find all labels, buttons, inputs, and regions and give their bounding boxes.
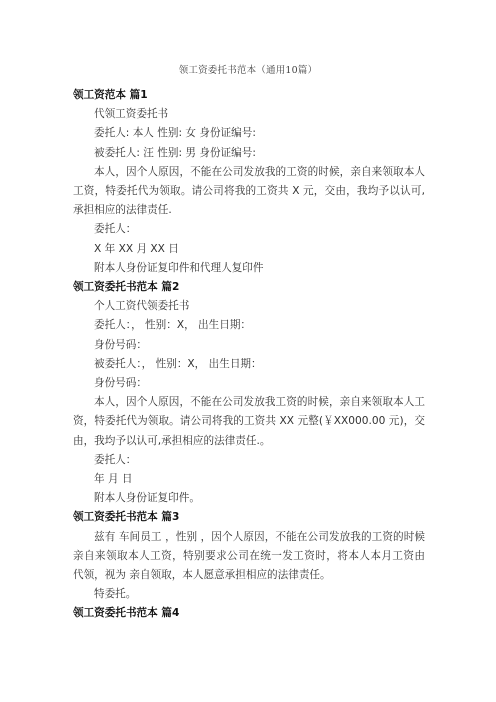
closing-line: 特委托。	[94, 588, 137, 601]
principal-info: 委托人：， 性别：X， 出生日期：	[94, 319, 252, 332]
agent-id: 身份号码：	[94, 377, 147, 390]
section-subtitle: 个人工资代领委托书	[94, 300, 190, 313]
body-paragraph: 本人，因个人原因，不能在公司发放我的工资的时候，亲自来领取本人工资，特委托代为领取。请公司将我的工资共 X 元，交由，我均予以认可,承担相应的法律责任.	[73, 165, 425, 217]
section-heading: 领工资委托书范本 篇2	[73, 281, 180, 294]
document-body	[73, 86, 425, 624]
attachment-note: 附本人身份证复印件。	[94, 492, 200, 505]
principal-info: 委托人: 本人 性别: 女 身份证编号:	[94, 127, 256, 140]
signature-line: 委托人：	[94, 223, 137, 236]
principal-id: 身份号码：	[94, 338, 147, 351]
body-paragraph: 本人，因个人原因，不能在公司发放我工资的时候，亲自来领取本人工资，特委托代为领取。请公司将我的工资共 XX 元整(￥XX000.00 元)，交由，我均予以认可,承担相应的法律责任.。	[73, 396, 425, 447]
attachment-note: 附本人身份证复印件和代理人复印件	[94, 261, 264, 274]
section-subtitle: 代领工资委托书	[94, 108, 169, 121]
signature-line: 委托人：	[94, 453, 137, 466]
agent-info: 被委托人：， 性别：X， 出生日期：	[94, 357, 262, 370]
section-heading: 领工资委托书范本 篇3	[73, 511, 180, 524]
agent-info: 被委托人: 汪 性别: 男 身份证编号:	[94, 146, 256, 159]
body-paragraph: 兹有 车间员工 ，性别 ，因个人原因，不能在公司发放我的工资的时候亲自来领取本人工资，特别要求公司在统一发工资时，将本人本月工资由 代领，视为 亲自领取，本人愿意承担相应的法律责任。	[73, 530, 425, 582]
document-title: 领工资委托书范本（通用10篇）	[178, 65, 318, 76]
section-heading: 领工资委托书范本 篇4	[73, 607, 180, 620]
section-heading: 领工资范本 篇1	[73, 89, 148, 101]
date-line: X 年 XX 月 XX 日	[94, 242, 179, 255]
date-line: 年 月 日	[94, 473, 133, 486]
